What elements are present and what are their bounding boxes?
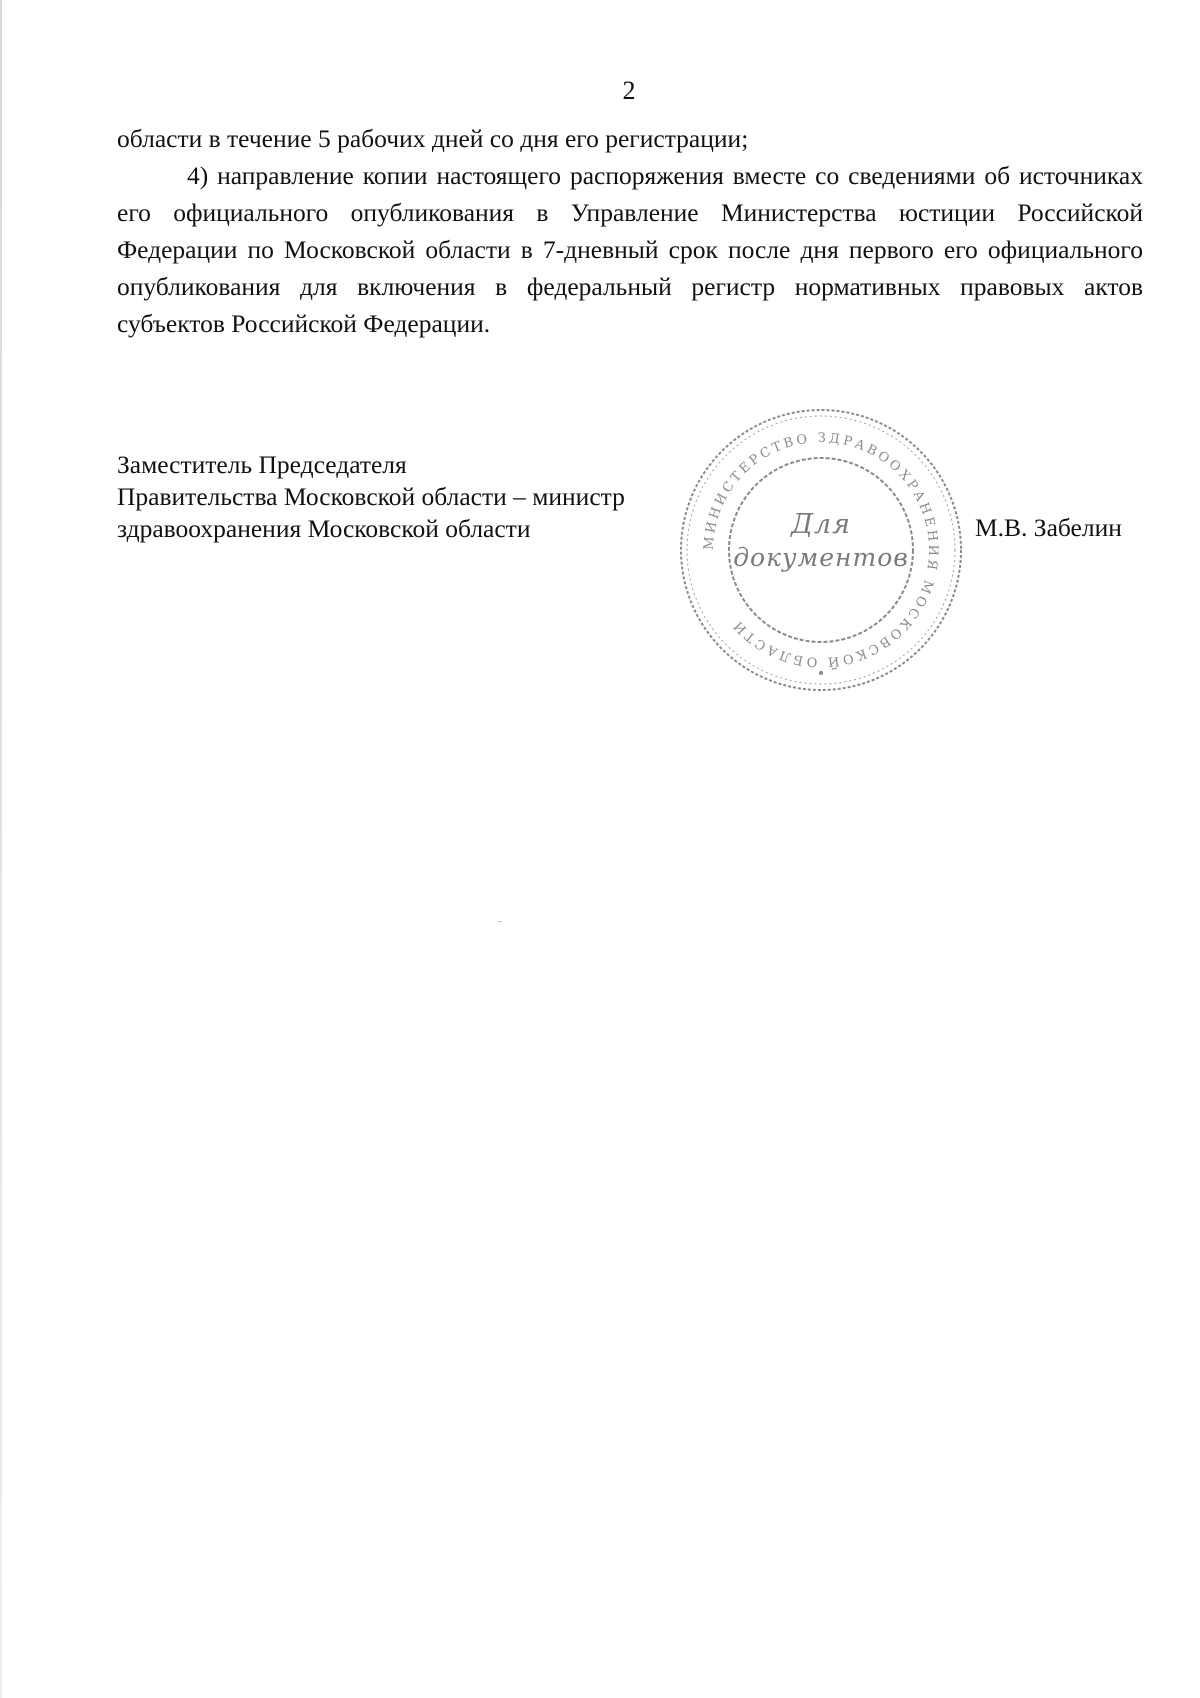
signatory-title <box>117 449 625 545</box>
scan-speck <box>497 921 502 922</box>
paragraph-continued: области в течение 5 рабочих дней со дня его регистрации; <box>117 124 749 153</box>
page-number: 2 <box>622 76 636 105</box>
seal-center-line: Для <box>790 509 852 540</box>
paragraph-item-4: 4) направление копии настоящего распоряжения вместе со сведениями об источниках его официального опубликования в Управление Министерства юстиции Российской Федерации по Московской области в 7-дневный срок после дня первого его официального опубликования для включения в федеральный регистр нормативных правовых актов субъектов Российской Федерации. <box>117 161 1143 338</box>
official-seal-stamp <box>676 405 966 695</box>
body-text <box>117 120 1143 342</box>
seal-ring-text: МИНИСТЕРСТВО ЗДРАВООХРАНЕНИЯ МОСКОВСКОЙ ОБЛАСТИ <box>701 430 941 670</box>
seal-center <box>676 405 966 695</box>
scan-edge-line <box>0 0 2 1698</box>
signatory-title-line: Заместитель Председателя <box>117 450 407 479</box>
signatory-title-line: здравоохранения Московской области <box>117 514 531 543</box>
signatory-title-line: Правительства Московской области – министр <box>117 482 625 511</box>
signatory-name: М.В. Забелин <box>975 513 1122 542</box>
seal-center-line: документов <box>733 543 909 572</box>
